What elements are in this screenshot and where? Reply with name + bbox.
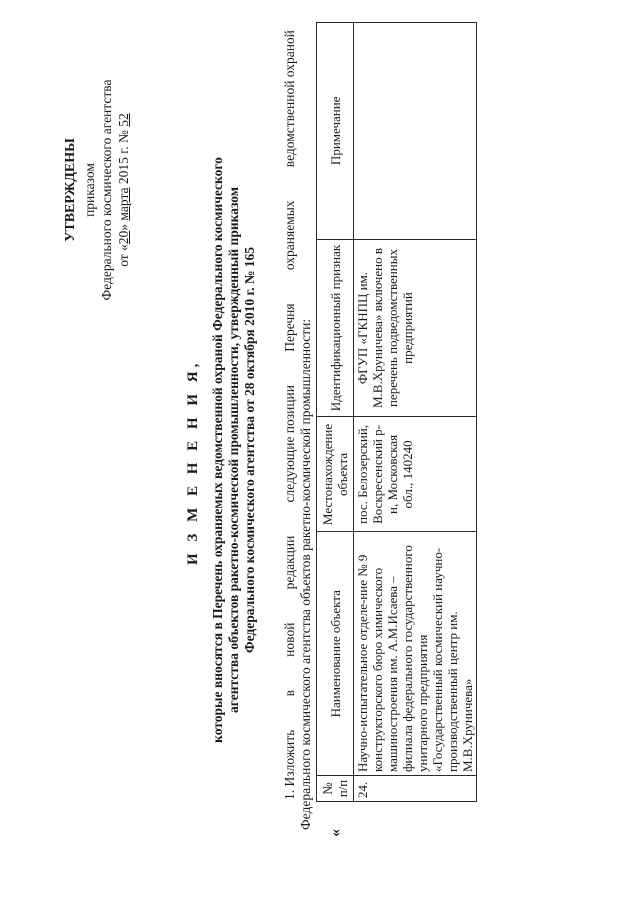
- intro-word: новой: [282, 622, 297, 657]
- document-title: И З М Е Н Е Н И Я,: [185, 359, 201, 565]
- header-object-name: Наименование объекта: [317, 532, 354, 776]
- opening-quote: «: [327, 829, 344, 837]
- subtitle-line: Федерального космического агентства от 28 октября 2010 г. № 165: [242, 246, 257, 654]
- intro-paragraph-line-1: [282, 30, 298, 800]
- intro-word: охраняемых: [282, 200, 297, 271]
- intro-word: редакции: [282, 535, 297, 590]
- approval-line-agency: Федерального космического агентства: [99, 79, 114, 301]
- date-day: 20: [116, 230, 131, 245]
- cell-identification: ФГУП «ГКНПЦ им. М.В.Хруничева» включено в перечень подведомственных предприятий: [354, 239, 477, 417]
- approval-line-order: приказом: [82, 163, 97, 217]
- objects-table: [316, 22, 477, 802]
- intro-word: 1. Изложить: [282, 729, 297, 800]
- subtitle-line: агентства объектов ракетно-космической промышленности, утвержденный приказом: [226, 187, 241, 713]
- date-month: марта: [116, 187, 131, 221]
- header-number: № п/п: [317, 776, 354, 802]
- intro-word: в: [282, 690, 297, 697]
- document-subtitle: [210, 25, 258, 875]
- cell-location: пос. Белозерский, Воскресенский р-н, Московская обл., 140240: [354, 417, 477, 532]
- cell-number: 24.: [354, 776, 477, 802]
- intro-word: Перечня: [282, 303, 297, 352]
- header-location: Местонахождение объекта: [317, 417, 354, 532]
- approval-heading: УТВЕРЖДЕНЫ: [63, 138, 78, 242]
- intro-word: следующие позиции: [282, 384, 297, 503]
- intro-paragraph-line-2: Федерального космического агентства объектов ракетно-космической промышленности:: [298, 318, 313, 830]
- order-number: 52: [116, 113, 131, 127]
- cell-note: [354, 23, 477, 240]
- date-prefix: от «: [116, 244, 131, 267]
- table-header-row: [317, 23, 354, 802]
- header-identification: Идентификационный признак: [317, 239, 354, 417]
- date-mid: »: [116, 223, 131, 231]
- intro-word: ведомственной охраной: [282, 30, 297, 168]
- cell-object-name: Научно-испытательное отделе-ние № 9 конструкторского бюро химического машиностроения им. А.М.Исаева – филиала федерального государственного унитарного предприятия «Государственный космический научно-производственный центр им. М.В.Хруничева»: [354, 532, 477, 776]
- approval-date-line: [115, 75, 132, 305]
- approval-block: [62, 75, 132, 305]
- subtitle-line: которые вносятся в Перечень охраняемых ведомственной охраной Федерального космического: [210, 157, 225, 743]
- table-row: [354, 23, 477, 802]
- date-year: 2015 г. №: [116, 130, 131, 185]
- header-note: Примечание: [317, 23, 354, 240]
